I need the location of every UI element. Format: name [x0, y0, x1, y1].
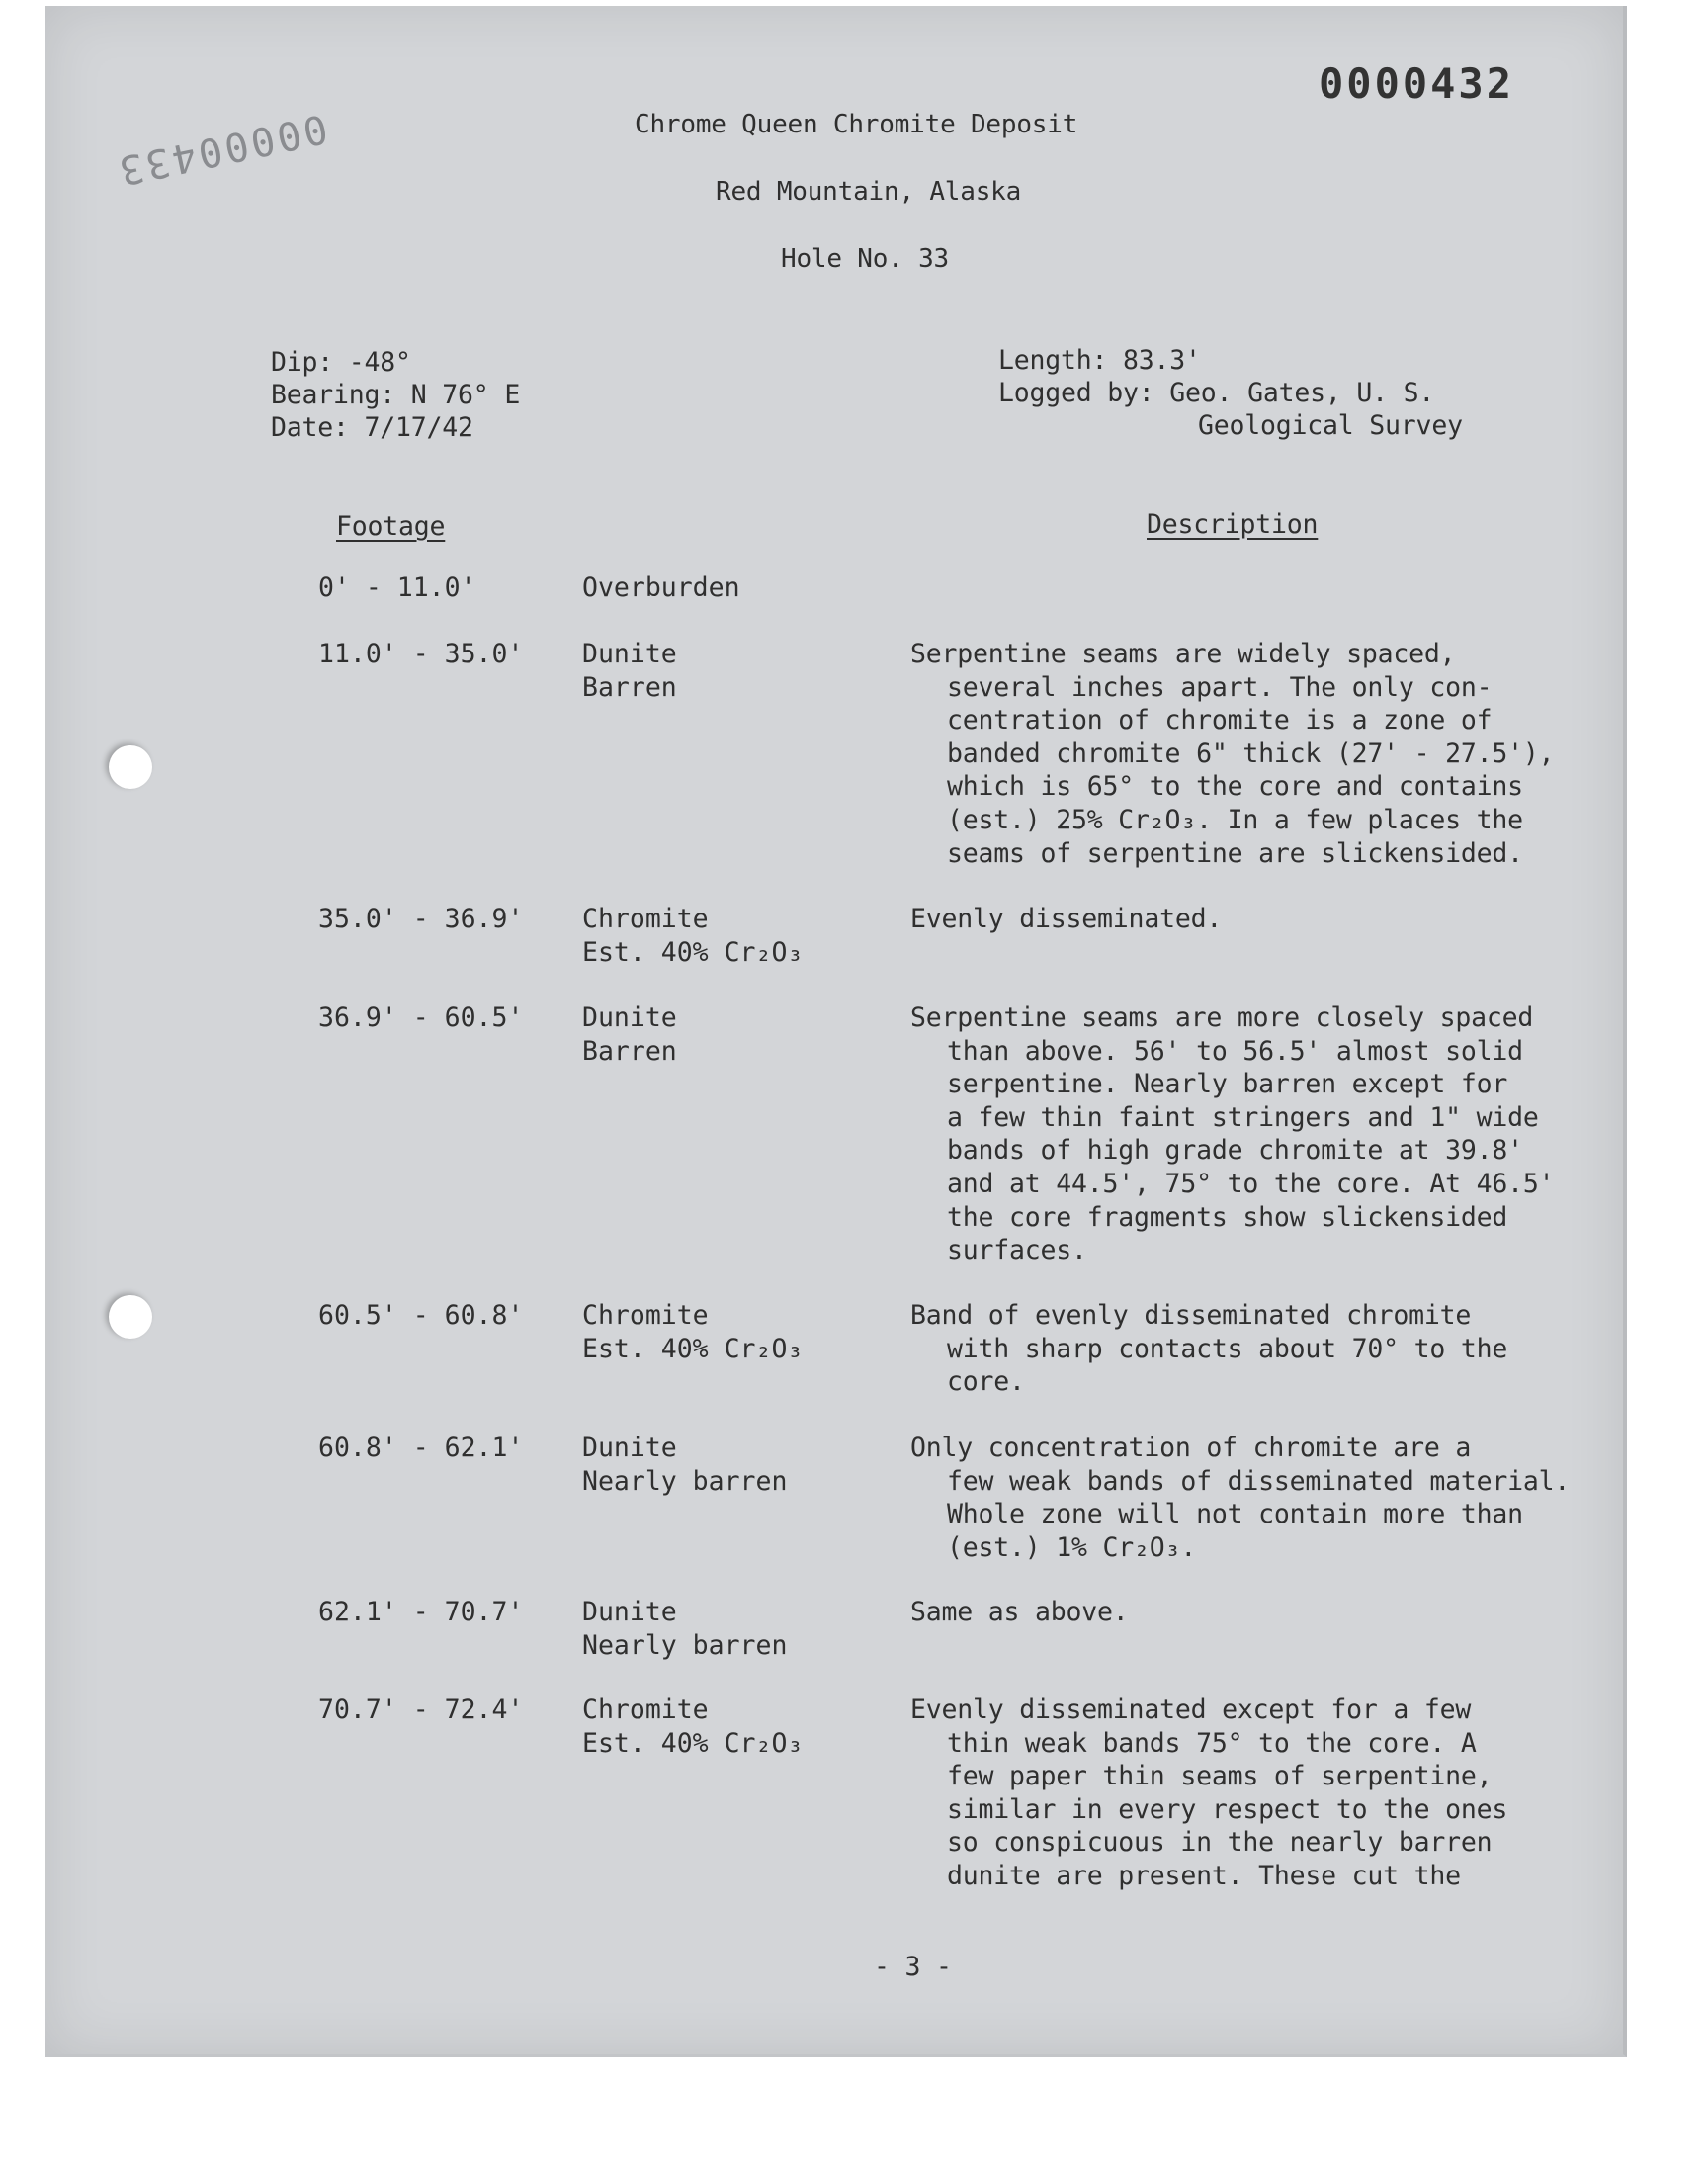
description-line: than above. 56' to 56.5' almost solid [947, 1035, 1523, 1067]
document-page [45, 6, 1627, 2057]
row-footage: 36.9' - 60.5' [318, 1002, 524, 1033]
row-lithology-grade: Nearly barren [582, 1629, 788, 1661]
description-line: similar in every respect to the ones [947, 1793, 1508, 1825]
row-description [910, 1001, 1554, 1267]
description-line: Whole zone will not contain more than [947, 1499, 1523, 1530]
description-line: Same as above. [910, 1597, 1129, 1627]
row-lithology-type: Chromite [582, 1695, 709, 1725]
description-line: with sharp contacts about 70° to the [947, 1333, 1508, 1364]
row-description [910, 1299, 1507, 1399]
row-footage: 60.5' - 60.8' [318, 1300, 524, 1331]
page-number: - 3 - [874, 1952, 952, 1982]
document-number: 0000432 [1319, 59, 1515, 108]
row-description [910, 1432, 1570, 1564]
description-column-header: Description [1147, 509, 1319, 540]
row-lithology [582, 1596, 787, 1662]
row-lithology-type: Dunite [582, 1002, 677, 1033]
row-lithology-type: Dunite [582, 639, 677, 669]
row-footage: 35.0' - 36.9' [318, 904, 524, 934]
description-line: Serpentine seams are more closely spaced [910, 1002, 1534, 1033]
row-lithology [582, 903, 803, 969]
row-lithology-type: Chromite [582, 1300, 709, 1331]
description-line: centration of chromite is a zone of [947, 705, 1493, 737]
description-line: bands of high grade chromite at 39.8' [947, 1135, 1523, 1167]
row-lithology-grade: Barren [582, 671, 677, 703]
row-lithology-grade: Est. 40% Cr₂O₃ [582, 1333, 804, 1364]
punch-hole-bottom [109, 1295, 152, 1339]
footage-column-header: Footage [336, 511, 446, 542]
dip-value: Dip: -48° [271, 347, 411, 378]
row-lithology-type: Dunite [582, 1597, 677, 1627]
description-line: dunite are present. These cut the [947, 1860, 1461, 1891]
row-lithology-grade: Est. 40% Cr₂O₃ [582, 1727, 804, 1759]
row-lithology [582, 638, 677, 704]
description-line: which is 65° to the core and contains [947, 771, 1523, 803]
description-line: surfaces. [947, 1235, 1087, 1266]
row-lithology-type: Dunite [582, 1433, 677, 1463]
row-description [910, 903, 1222, 936]
row-description [910, 1596, 1129, 1629]
row-footage: 62.1' - 70.7' [318, 1597, 524, 1627]
description-line: a few thin faint stringers and 1" wide [947, 1101, 1539, 1133]
report-location: Red Mountain, Alaska [716, 177, 1022, 207]
bearing-value: Bearing: N 76° E [271, 380, 521, 410]
hole-number: Hole No. 33 [781, 244, 949, 274]
row-description [910, 1694, 1507, 1893]
row-description [910, 638, 1554, 870]
row-lithology-grade: Nearly barren [582, 1465, 788, 1497]
description-line: so conspicuous in the nearly barren [947, 1827, 1493, 1859]
punch-hole-top [109, 745, 152, 789]
row-lithology-grade: Est. 40% Cr₂O₃ [582, 936, 804, 968]
description-line: banded chromite 6" thick (27' - 27.5'), [947, 738, 1555, 769]
row-footage: 70.7' - 72.4' [318, 1695, 524, 1725]
description-line: Only concentration of chromite are a [910, 1433, 1472, 1463]
description-line: (est.) 1% Cr₂O₃. [947, 1531, 1197, 1563]
description-line: and at 44.5', 75° to the core. At 46.5' [947, 1168, 1555, 1199]
row-lithology-grade: Barren [582, 1035, 677, 1067]
description-line: Evenly disseminated except for a few [910, 1695, 1472, 1725]
description-line: Serpentine seams are widely spaced, [910, 639, 1456, 669]
row-footage: 11.0' - 35.0' [318, 639, 524, 669]
row-footage: 0' - 11.0' [318, 572, 476, 603]
description-line: the core fragments show slickensided [947, 1201, 1508, 1233]
logged-by-line-1: Logged by: Geo. Gates, U. S. [998, 378, 1435, 408]
description-line: (est.) 25% Cr₂O₃. In a few places the [947, 804, 1523, 835]
description-line: several inches apart. The only con- [947, 671, 1493, 703]
description-line: thin weak bands 75° to the core. A [947, 1727, 1477, 1759]
row-lithology [582, 1694, 803, 1760]
description-line: Band of evenly disseminated chromite [910, 1300, 1472, 1331]
logged-by-line-2: Geological Survey [1198, 410, 1463, 441]
description-line: core. [947, 1366, 1025, 1398]
row-lithology-type: Chromite [582, 904, 709, 934]
description-line: serpentine. Nearly barren except for [947, 1069, 1508, 1100]
description-line: few paper thin seams of serpentine, [947, 1761, 1493, 1792]
row-footage: 60.8' - 62.1' [318, 1433, 524, 1463]
description-line: seams of serpentine are slickensided. [947, 837, 1523, 869]
description-line: few weak bands of disseminated material. [947, 1465, 1571, 1497]
row-lithology: Overburden [582, 572, 740, 603]
report-title: Chrome Queen Chromite Deposit [635, 110, 1078, 139]
row-lithology [582, 1001, 677, 1068]
date-value: Date: 7/17/42 [271, 412, 473, 443]
description-line: Evenly disseminated. [910, 904, 1223, 934]
row-lithology [582, 1432, 787, 1498]
archive-stamp: 00000433 [112, 104, 332, 195]
length-value: Length: 83.3' [998, 345, 1201, 376]
row-lithology [582, 1299, 803, 1365]
